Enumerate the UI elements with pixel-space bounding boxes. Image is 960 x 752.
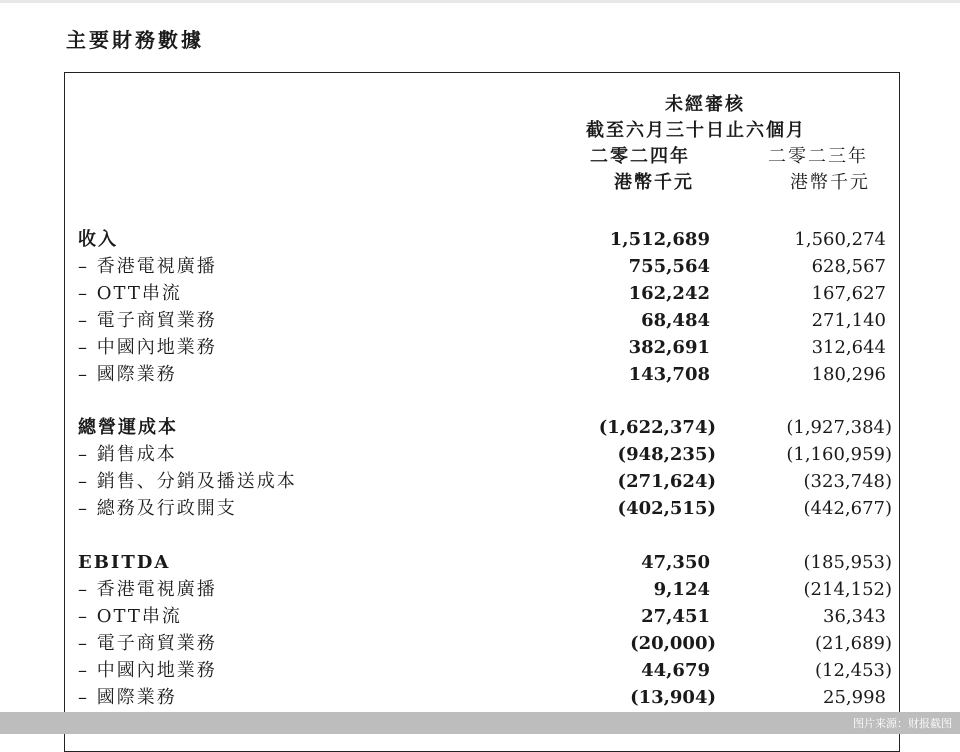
table-row <box>78 441 890 468</box>
row-label: – OTT串流 <box>78 606 182 627</box>
table-row <box>78 576 890 603</box>
value-2023: 628,567 <box>811 256 886 277</box>
header-year-current: 二零二四年 <box>590 146 690 167</box>
row-label: – 香港電視廣播 <box>78 256 217 277</box>
top-strip <box>0 0 960 3</box>
row-label: – 中國內地業務 <box>78 337 217 358</box>
row-label: – 電子商貿業務 <box>78 310 217 331</box>
header-unaudited: 未經審核 <box>665 94 745 115</box>
value-2023: 25,998 <box>823 687 886 708</box>
value-2023: (1,160,959) <box>786 444 892 465</box>
page-title: 主要財務數據 <box>66 28 204 52</box>
value-2023: (323,748) <box>803 471 892 492</box>
table-row <box>78 280 890 307</box>
row-label: – 銷售成本 <box>78 444 177 465</box>
value-2024: 27,451 <box>641 606 710 627</box>
table-row <box>78 414 890 441</box>
table-row <box>78 684 890 711</box>
value-2023: (12,453) <box>814 660 892 681</box>
value-2024: (402,515) <box>617 498 716 519</box>
table-row <box>78 253 890 280</box>
row-label: – 中國內地業務 <box>78 660 217 681</box>
value-2023: (21,689) <box>814 633 892 654</box>
row-label: – 國際業務 <box>78 364 177 385</box>
value-2023: (185,953) <box>803 552 892 573</box>
row-label: – 香港電視廣播 <box>78 579 217 600</box>
header-year-prior: 二零二三年 <box>768 146 868 167</box>
row-label: – 國際業務 <box>78 687 177 708</box>
table-row <box>78 549 890 576</box>
table-row <box>78 603 890 630</box>
table-row <box>78 334 890 361</box>
value-2024: 44,679 <box>641 660 710 681</box>
value-2024: (20,000) <box>630 633 716 654</box>
header-unit-prior: 港幣千元 <box>790 172 870 193</box>
row-label: 收入 <box>78 229 118 250</box>
value-2024: 9,124 <box>653 579 710 600</box>
value-2023: 271,140 <box>811 310 886 331</box>
source-caption-bar <box>0 712 960 734</box>
row-label: – 總務及行政開支 <box>78 498 237 519</box>
value-2023: 167,627 <box>811 283 886 304</box>
row-label: – 電子商貿業務 <box>78 633 217 654</box>
value-2023: 1,560,274 <box>794 229 886 250</box>
table-row <box>78 657 890 684</box>
row-label: – OTT串流 <box>78 283 182 304</box>
header-period: 截至六月三十日止六個月 <box>586 120 806 141</box>
value-2023: (214,152) <box>803 579 892 600</box>
table-row <box>78 630 890 657</box>
value-2023: 36,343 <box>823 606 886 627</box>
value-2024: 755,564 <box>628 256 710 277</box>
value-2024: 143,708 <box>628 364 710 385</box>
value-2024: (13,904) <box>630 687 716 708</box>
table-row <box>78 468 890 495</box>
value-2024: 68,484 <box>641 310 710 331</box>
value-2024: 47,350 <box>641 552 710 573</box>
row-label: EBITDA <box>78 552 171 573</box>
value-2024: 1,512,689 <box>609 229 710 250</box>
value-2023: 180,296 <box>811 364 886 385</box>
source-note: 图片来源：财报截图 <box>853 717 952 730</box>
table-row <box>78 307 890 334</box>
value-2023: 312,644 <box>811 337 886 358</box>
value-2024: 162,242 <box>628 283 710 304</box>
value-2024: (1,622,374) <box>598 417 716 438</box>
header-unit-current: 港幣千元 <box>614 172 694 193</box>
value-2023: (442,677) <box>803 498 892 519</box>
value-2024: (948,235) <box>617 444 716 465</box>
table-row <box>78 361 890 388</box>
value-2024: 382,691 <box>628 337 710 358</box>
row-label: – 銷售、分銷及播送成本 <box>78 471 297 492</box>
table-row <box>78 226 890 253</box>
table-row <box>78 495 890 522</box>
value-2023: (1,927,384) <box>786 417 892 438</box>
value-2024: (271,624) <box>617 471 716 492</box>
row-label: 總營運成本 <box>78 417 178 438</box>
